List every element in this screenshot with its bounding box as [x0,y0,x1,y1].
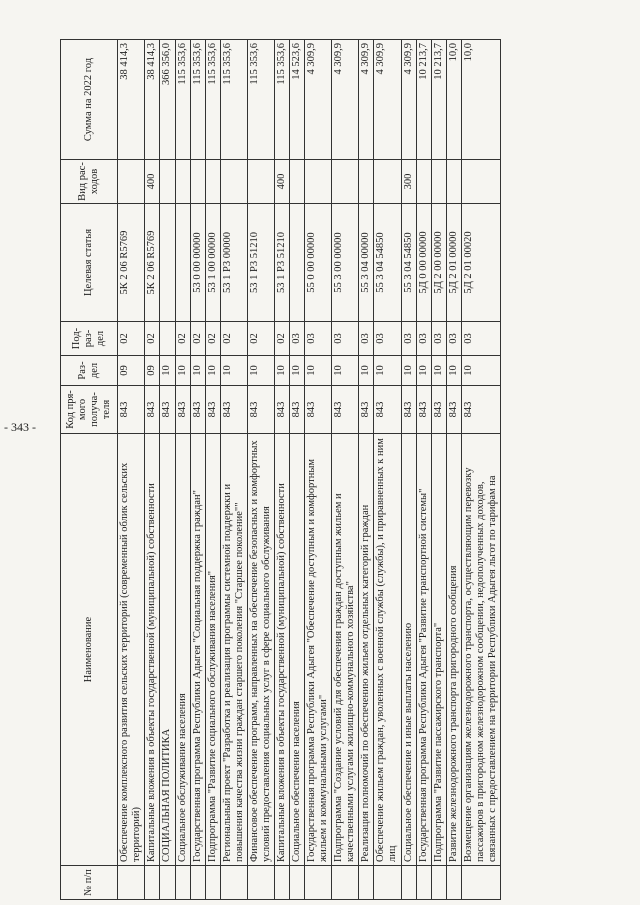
cell-sum: 115 353,6 [190,40,205,160]
cell-code: 843 [461,386,500,434]
cell-sum: 14 523,6 [290,40,305,160]
cell-name: Возмещение организациям железнодорожного транспорта, осуществляющим перевозку пассажиров в пригородном железнодорожном сообщении, недополученных доходов, связанных с предоставлением на территории Республики Адыгея льгот по тарифам на [461,434,500,866]
cell-podrazdel: 02 [145,322,160,356]
cell-vid [118,160,145,204]
cell-target [160,204,175,322]
budget-table [60,39,501,900]
table-row [401,40,416,900]
cell-name: Социальное обеспечение населения [290,434,305,866]
cell-sum: 4 309,9 [359,40,374,160]
cell-num [446,866,461,900]
cell-podrazdel: 03 [401,322,416,356]
cell-name: Социальное обслуживание населения [175,434,190,866]
cell-name: Подпрограмма "Развитие пассажирского транспорта" [431,434,446,866]
cell-name: Капитальные вложения в объекты государственной (муниципальной) собственности [274,434,289,866]
table-row [461,40,500,900]
header-vid: Вид рас- ходов [61,160,118,204]
cell-vid [247,160,274,204]
cell-name: Государственная программа Республики Адыгея "Обеспечение доступным и комфортным жильем и коммунальными услугами" [305,434,332,866]
cell-razdel: 09 [118,356,145,386]
table-row [118,40,145,900]
cell-name: Государственная программа Республики Адыгея "Развитие транспортной системы" [416,434,431,866]
cell-podrazdel: 02 [205,322,220,356]
cell-podrazdel: 03 [305,322,332,356]
cell-code: 843 [359,386,374,434]
cell-sum: 10,0 [446,40,461,160]
cell-razdel: 10 [305,356,332,386]
cell-vid: 300 [401,160,416,204]
table-row [359,40,374,900]
cell-vid [205,160,220,204]
cell-target: 53 0 00 00000 [190,204,205,322]
cell-target [175,204,190,322]
cell-num [145,866,160,900]
cell-podrazdel: 03 [332,322,359,356]
cell-razdel: 10 [175,356,190,386]
table-row [332,40,359,900]
cell-sum: 10,0 [461,40,500,160]
cell-name: Финансовое обеспечение программ, направленных на обеспечение безопасных и комфортных условий предоставления социальных услуг в сфере социального обслуживания [247,434,274,866]
cell-num [205,866,220,900]
cell-podrazdel [160,322,175,356]
table-row [160,40,175,900]
cell-sum: 4 309,9 [374,40,401,160]
cell-code: 843 [305,386,332,434]
cell-podrazdel: 03 [461,322,500,356]
cell-vid [160,160,175,204]
cell-razdel: 10 [359,356,374,386]
cell-num [305,866,332,900]
cell-razdel: 10 [247,356,274,386]
cell-razdel: 10 [401,356,416,386]
cell-podrazdel: 03 [416,322,431,356]
cell-target: 5К 2 06 R5769 [145,204,160,322]
cell-razdel: 10 [446,356,461,386]
table-row [446,40,461,900]
cell-name: Подпрограмма "Создание условий для обеспечения граждан доступным жильем и качественными услугами жилищно-коммунального хозяйства" [332,434,359,866]
table-row [190,40,205,900]
cell-code: 843 [145,386,160,434]
table-row [305,40,332,900]
header-code: Код пря- мого получа- теля [61,386,118,434]
cell-name: Подпрограмма "Развитие социального обслуживания населения" [205,434,220,866]
cell-podrazdel: 02 [118,322,145,356]
cell-razdel: 10 [431,356,446,386]
table-row [145,40,160,900]
cell-razdel: 10 [461,356,500,386]
table-row [431,40,446,900]
cell-razdel: 10 [274,356,289,386]
table-row [220,40,247,900]
cell-target: 55 3 04 00000 [359,204,374,322]
cell-sum: 115 353,6 [247,40,274,160]
cell-code: 843 [446,386,461,434]
cell-num [359,866,374,900]
rotated-page [60,40,620,900]
cell-num [290,866,305,900]
cell-code: 843 [205,386,220,434]
cell-razdel: 10 [416,356,431,386]
cell-vid [446,160,461,204]
cell-target: 5Д 2 01 00000 [446,204,461,322]
cell-sum: 4 309,9 [401,40,416,160]
cell-target: 53 1 P3 00000 [220,204,247,322]
cell-name: Региональный проект "Разработка и реализация программы системной поддержки и повышения качества жизни граждан старшего поколения "Старшее поколение"" [220,434,247,866]
cell-code: 843 [416,386,431,434]
cell-target: 55 3 00 00000 [332,204,359,322]
cell-name: Капитальные вложения в объекты государственной (муниципальной) собственности [145,434,160,866]
budget-sheet [60,40,620,900]
header-target: Целевая статья [61,204,118,322]
cell-podrazdel: 02 [190,322,205,356]
page-number: - 343 - [4,420,36,434]
cell-sum: 115 353,6 [274,40,289,160]
cell-target: 5К 2 06 R5769 [118,204,145,322]
cell-name: Государственная программа Республики Адыгея "Социальная поддержка граждан" [190,434,205,866]
cell-target: 55 0 00 00000 [305,204,332,322]
cell-podrazdel: 02 [175,322,190,356]
cell-code: 843 [190,386,205,434]
cell-podrazdel: 03 [359,322,374,356]
cell-podrazdel: 02 [274,322,289,356]
cell-razdel: 10 [160,356,175,386]
cell-num [401,866,416,900]
cell-vid [416,160,431,204]
cell-target: 53 1 P3 51210 [247,204,274,322]
cell-podrazdel: 02 [220,322,247,356]
cell-target: 5Д 2 01 00020 [461,204,500,322]
cell-razdel: 09 [145,356,160,386]
cell-razdel: 10 [220,356,247,386]
cell-name: СОЦИАЛЬНАЯ ПОЛИТИКА [160,434,175,866]
cell-name: Обеспечение комплексного развития сельских территорий (современный облик сельских территорий) [118,434,145,866]
cell-vid [190,160,205,204]
header-sum: Сумма на 2022 год [61,40,118,160]
cell-vid [431,160,446,204]
header-podrazdel: Под- раз- дел [61,322,118,356]
cell-code: 843 [247,386,274,434]
cell-vid [175,160,190,204]
cell-vid: 400 [145,160,160,204]
cell-vid: 400 [274,160,289,204]
cell-target: 55 3 04 54850 [374,204,401,322]
cell-num [220,866,247,900]
cell-code: 843 [175,386,190,434]
cell-razdel: 10 [190,356,205,386]
cell-name: Социальное обеспечение и иные выплаты населению [401,434,416,866]
table-row [247,40,274,900]
cell-target: 53 1 P3 51210 [274,204,289,322]
cell-razdel: 10 [332,356,359,386]
cell-name: Развитие железнодорожного транспорта пригородного сообщения [446,434,461,866]
cell-vid [359,160,374,204]
table-row [416,40,431,900]
cell-sum: 4 309,9 [305,40,332,160]
cell-podrazdel: 02 [247,322,274,356]
cell-sum: 38 414,3 [145,40,160,160]
table-row [290,40,305,900]
cell-num [461,866,500,900]
cell-razdel: 10 [374,356,401,386]
cell-num [190,866,205,900]
cell-code: 843 [401,386,416,434]
cell-vid [461,160,500,204]
cell-code: 843 [431,386,446,434]
cell-sum: 10 213,7 [431,40,446,160]
cell-code: 843 [274,386,289,434]
cell-name: Обеспечение жильем граждан, уволенных с военной службы (службы), и приравненных к ним лиц [374,434,401,866]
cell-target [290,204,305,322]
cell-sum: 115 353,6 [220,40,247,160]
cell-code: 843 [118,386,145,434]
table-row [175,40,190,900]
cell-target: 53 1 00 00000 [205,204,220,322]
cell-podrazdel: 03 [446,322,461,356]
header-num: № п/п [61,866,118,900]
cell-code: 843 [220,386,247,434]
cell-vid [332,160,359,204]
cell-num [118,866,145,900]
cell-vid [220,160,247,204]
table-row [274,40,289,900]
cell-num [374,866,401,900]
cell-code: 843 [332,386,359,434]
table-header-row [61,40,118,900]
cell-sum: 366 356,0 [160,40,175,160]
cell-target: 5Д 0 00 00000 [416,204,431,322]
cell-podrazdel: 03 [374,322,401,356]
cell-sum: 10 213,7 [416,40,431,160]
cell-num [175,866,190,900]
cell-sum: 4 309,9 [332,40,359,160]
table-row [205,40,220,900]
cell-vid [305,160,332,204]
cell-num [160,866,175,900]
cell-sum: 38 414,3 [118,40,145,160]
cell-razdel: 10 [290,356,305,386]
cell-code: 843 [374,386,401,434]
cell-target: 55 3 04 54850 [401,204,416,322]
cell-podrazdel: 03 [431,322,446,356]
header-razdel: Раз- дел [61,356,118,386]
cell-podrazdel: 03 [290,322,305,356]
cell-num [247,866,274,900]
cell-sum: 115 353,6 [205,40,220,160]
cell-target: 5Д 2 00 00000 [431,204,446,322]
cell-num [416,866,431,900]
cell-sum: 115 353,6 [175,40,190,160]
cell-num [274,866,289,900]
cell-vid [374,160,401,204]
cell-name: Реализация полномочий по обеспечению жильем отдельных категорий граждан [359,434,374,866]
cell-num [431,866,446,900]
cell-razdel: 10 [205,356,220,386]
cell-num [332,866,359,900]
table-row [374,40,401,900]
cell-vid [290,160,305,204]
header-name: Наименование [61,434,118,866]
cell-code: 843 [160,386,175,434]
cell-code: 843 [290,386,305,434]
